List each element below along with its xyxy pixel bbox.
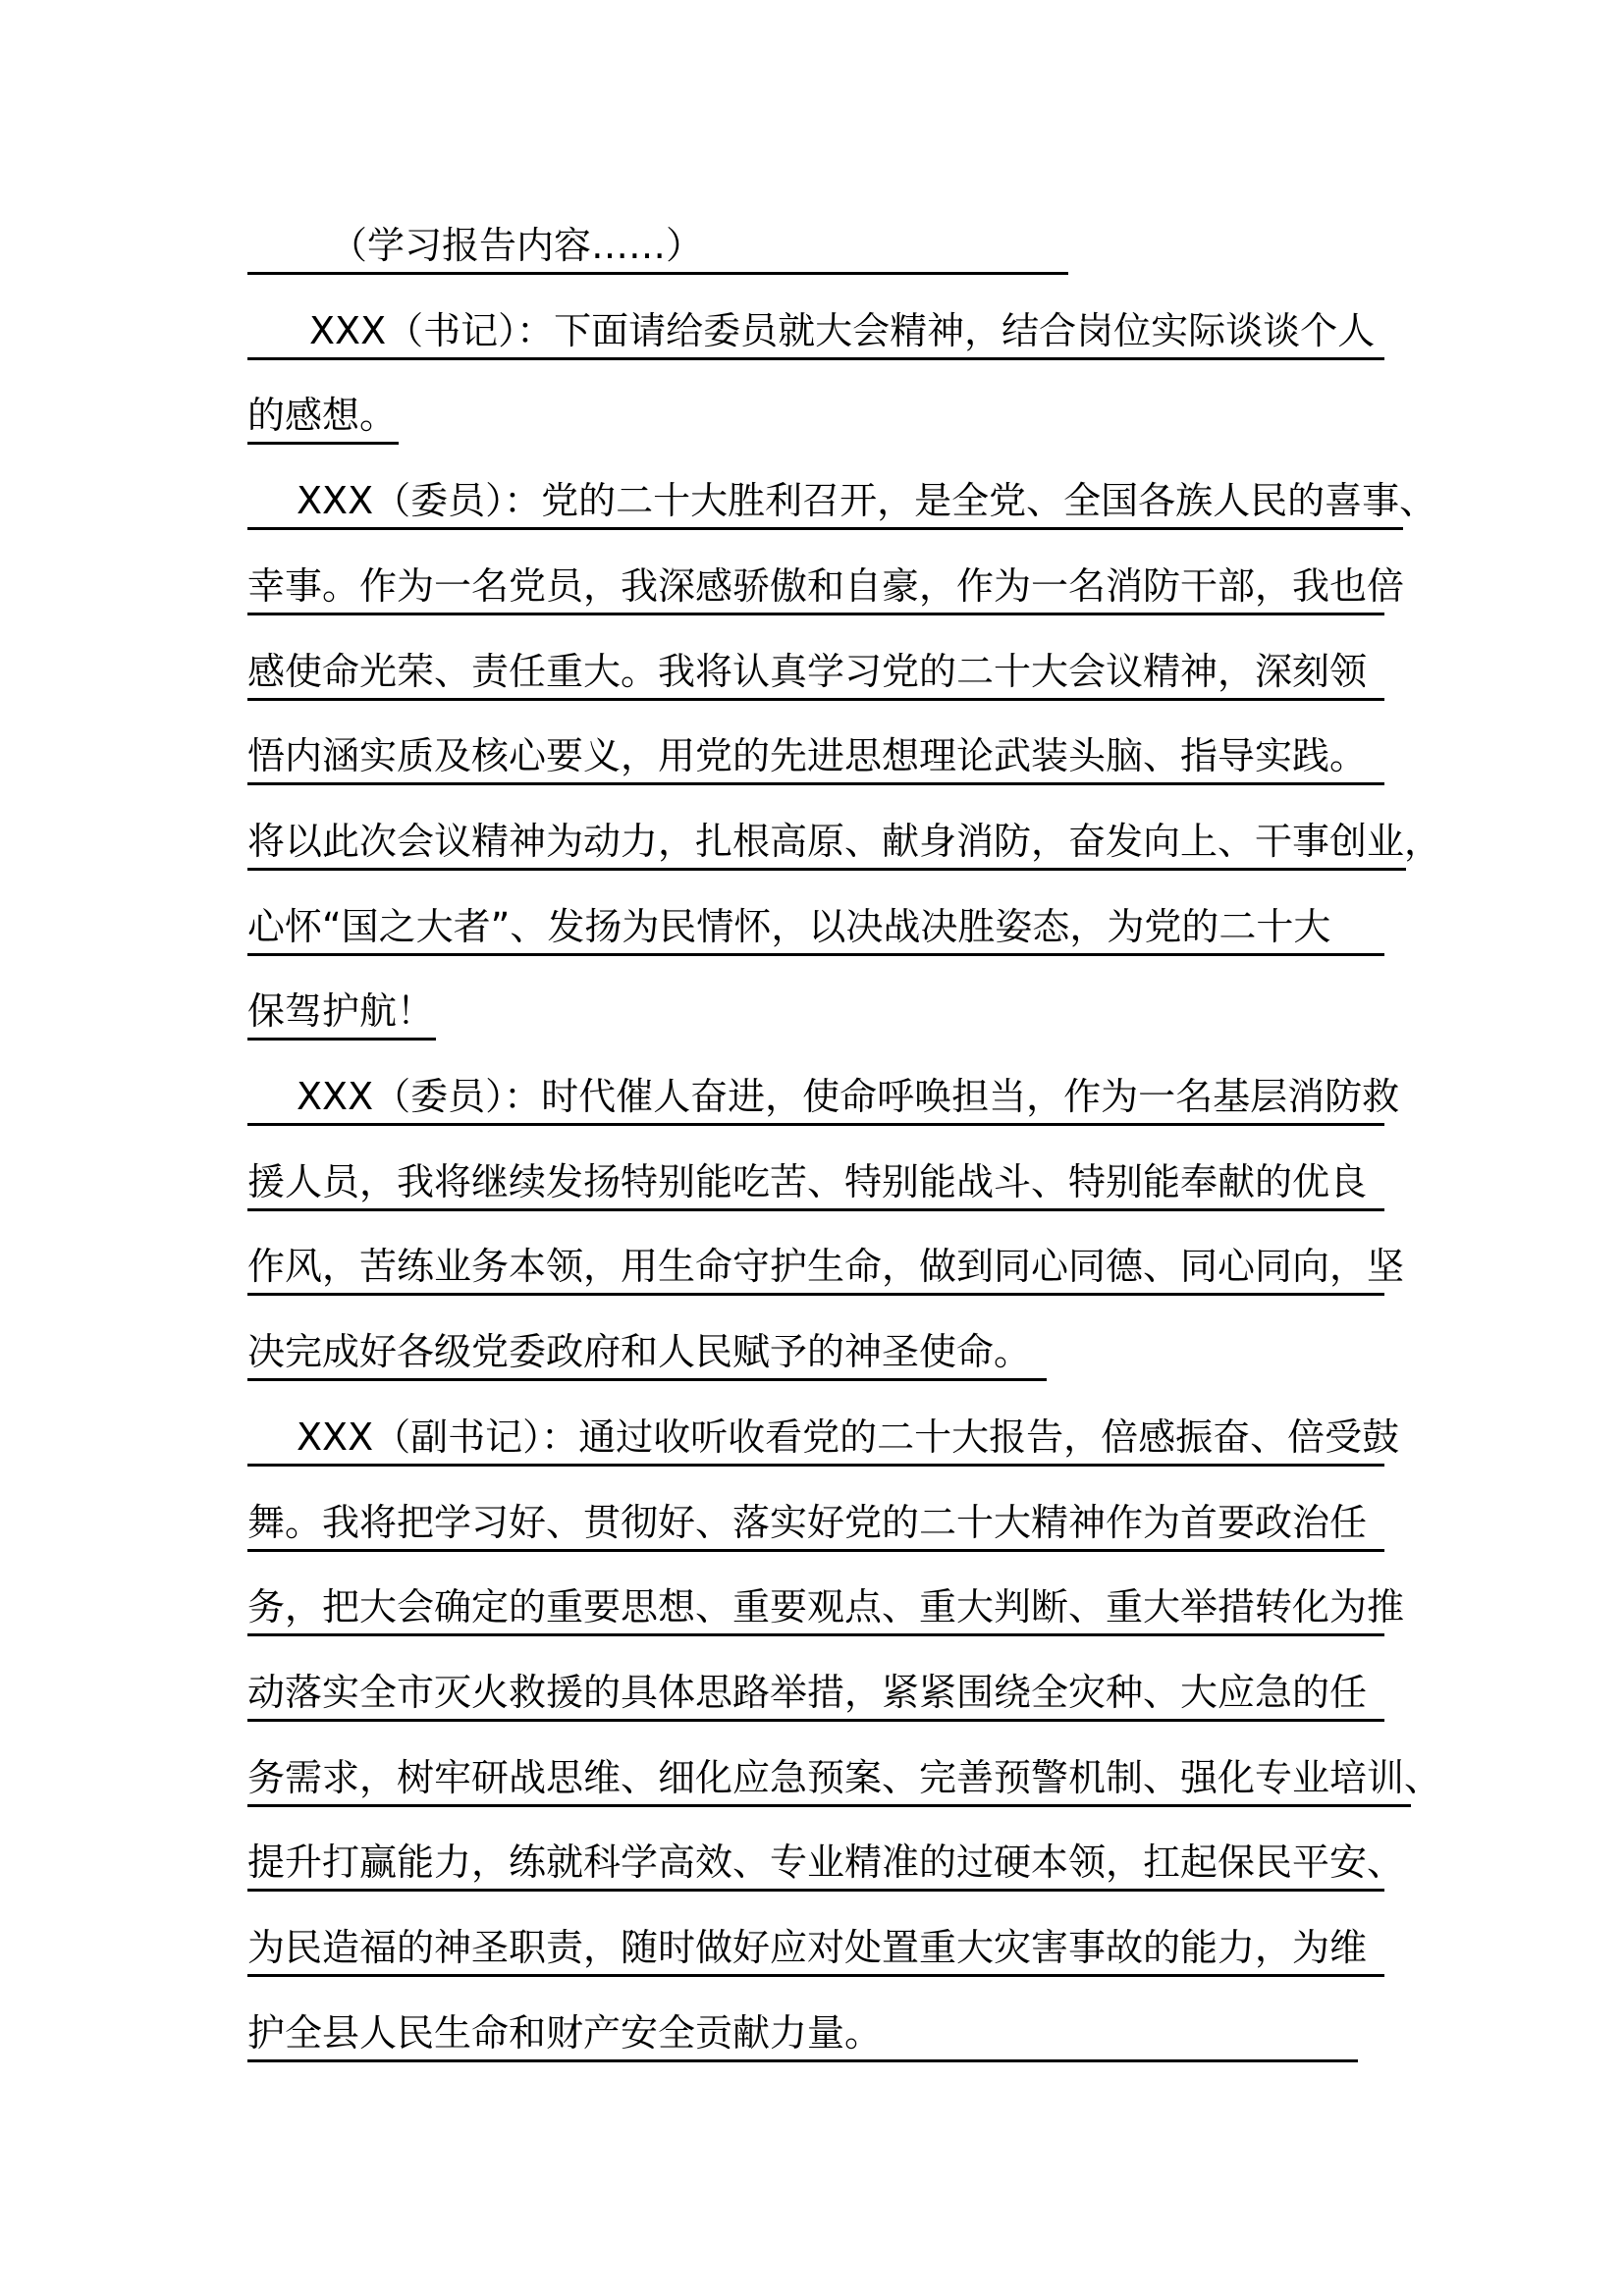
text-line-content: 动落实全市灭火救援的具体思路举措，紧紧围绕全灾种、大应急的任	[247, 1670, 1368, 1714]
text-line	[247, 1663, 1384, 1722]
text-line-content: 幸事。作为一名党员，我深感骄傲和自豪，作为一名消防干部，我也倍	[247, 563, 1405, 608]
text-line	[247, 1577, 1405, 1636]
text-line-content: 护全县人民生命和财产安全贡献力量。	[247, 2010, 883, 2055]
text-line	[247, 1493, 1384, 1552]
text-line	[247, 1833, 1405, 1892]
text-line	[247, 1067, 1400, 1126]
text-line-content: 感使命光荣、责任重大。我将认真学习党的二十大会议精神，深刻领	[247, 649, 1368, 693]
text-line	[247, 812, 1442, 871]
text-line	[247, 982, 436, 1041]
text-line-content: XXX（委员）：时代催人奋进，使命呼唤担当，作为一名基层消防救	[297, 1075, 1400, 1118]
text-line	[247, 726, 1384, 785]
text-line	[247, 1237, 1405, 1296]
text-line-content: 舞。我将把学习好、贯彻好、落实好党的二十大精神作为首要政治任	[247, 1500, 1368, 1544]
text-line-content: 的感想。	[247, 394, 398, 438]
text-line	[247, 471, 1437, 530]
text-line	[247, 2003, 1358, 2062]
text-line	[247, 1322, 1047, 1381]
text-line-content: XXX（委员）：党的二十大胜利召开，是全党、全国各族人民的喜事、	[297, 479, 1437, 523]
text-line	[247, 386, 399, 445]
text-line	[247, 557, 1405, 615]
text-line	[247, 1748, 1442, 1807]
text-line-content: 为民造福的神圣职责，随时做好应对处置重大灾害事故的能力，为维	[247, 1926, 1368, 1969]
text-line	[247, 1152, 1384, 1211]
text-line-content: XXX（副书记）：通过收听收看党的二十大报告，倍感振奋、倍受鼓	[297, 1415, 1400, 1459]
text-line-content: 提升打赢能力，练就科学高效、专业精准的过硬本领，扛起保民平安、	[247, 1841, 1405, 1885]
text-line-content: 作风，苦练业务本领，用生命守护生命，做到同心同德、同心同向，坚	[247, 1245, 1405, 1289]
text-line	[247, 216, 1068, 275]
text-line	[247, 301, 1384, 360]
text-line-content: 保驾护航！	[247, 989, 435, 1034]
text-line-content: 心怀“国之大者”、发扬为民情怀，以决战决胜姿态，为党的二十大	[247, 904, 1331, 948]
text-line-content: XXX（书记）：下面请给委员就大会精神，结合岗位实际谈谈个人	[309, 308, 1376, 352]
text-line	[247, 642, 1384, 701]
text-line-content: 援人员，我将继续发扬特别能吃苦、特别能战斗、特别能奉献的优良	[247, 1159, 1368, 1203]
text-line-content: 悟内涵实质及核心要义，用党的先进思想理论武装头脑、指导实践。	[247, 734, 1368, 778]
text-line-content: （学习报告内容……）	[330, 224, 704, 267]
text-line	[247, 897, 1384, 956]
text-line-content: 将以此次会议精神为动力，扎根高原、献身消防，奋发向上、干事创业，	[247, 819, 1442, 863]
text-line	[247, 1408, 1400, 1467]
text-line-content: 务，把大会确定的重要思想、重要观点、重大判断、重大举措转化为推	[247, 1585, 1405, 1629]
text-line-content: 决完成好各级党委政府和人民赋予的神圣使命。	[247, 1330, 1032, 1374]
text-line	[247, 1918, 1384, 1977]
text-line-content: 务需求，树牢研战思维、细化应急预案、完善预警机制、强化专业培训、	[247, 1755, 1442, 1799]
